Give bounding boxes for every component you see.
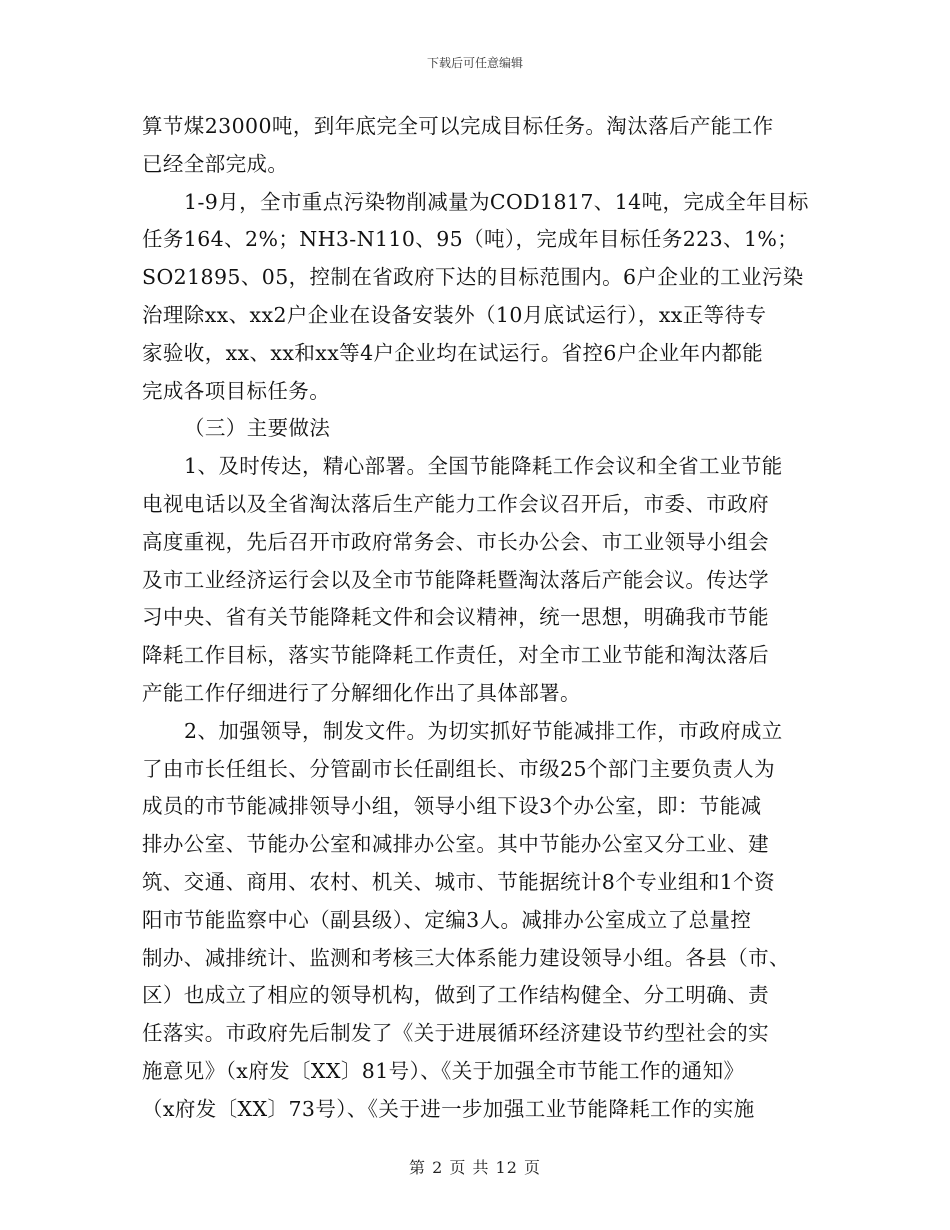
body-line: 高度重视，先后召开市政府常务会、市长办公会、市工业领导小组会: [142, 529, 769, 554]
body-line: SO21895、05，控制在省政府下达的目标范围内。6户企业的工业污染: [142, 265, 804, 290]
body-line: 及市工业经济运行会以及全市节能降耗暨淘汰落后产能会议。传达学: [142, 567, 769, 592]
body-line: 家验收，xx、xx和xx等4户企业均在试运行。省控6户企业年内都能: [142, 340, 764, 365]
section-heading: （三）主要做法: [184, 416, 331, 441]
paragraph-start: 1、及时传达，精心部署。全国节能降耗工作会议和全省工业节能: [184, 454, 783, 479]
body-line: 产能工作仔细进行了分解细化作出了具体部署。: [142, 680, 581, 705]
body-line: 已经全部完成。: [142, 151, 289, 176]
body-line: 施意见》（x府发〔XX〕81号）、《关于加强全市节能工作的通知》: [142, 1058, 745, 1083]
body-line: 阳市节能监察中心（副县级）、定编3人。减排办公室成立了总量控: [142, 907, 752, 932]
body-line: （x府发〔XX〕73号）、《关于进一步加强工业节能降耗工作的实施: [142, 1096, 755, 1121]
body-line: 任落实。市政府先后制发了《关于进展循环经济建设节约型社会的实: [142, 1021, 769, 1046]
body-line: 电视电话以及全省淘汰落后生产能力工作会议召开后，市委、市政府: [142, 491, 769, 516]
paragraph-start: 1-9月，全市重点污染物削减量为COD1817、14吨，完成全年目标: [184, 189, 809, 214]
paragraph-start: 2、加强领导，制发文件。为切实抓好节能减排工作，市政府成立: [184, 718, 783, 743]
page-footer: 第 2 页 共 12 页: [409, 1158, 541, 1177]
body-line: 成员的市节能减排领导小组，领导小组下设3个办公室，即：节能减: [142, 794, 762, 819]
body-line: 降耗工作目标，落实节能降耗工作责任，对全市工业节能和淘汰落后: [142, 643, 769, 668]
body-line: 了由市长任组长、分管副市长任副组长、市级25个部门主要负责人为: [142, 756, 775, 781]
body-line: 完成各项目标任务。: [142, 378, 331, 403]
body-line: 排办公室、节能办公室和减排办公室。其中节能办公室又分工业、建: [142, 832, 769, 857]
body-line: 习中央、省有关节能降耗文件和会议精神，统一思想，明确我市节能: [142, 605, 769, 630]
document-body: [142, 108, 814, 1129]
body-line: 算节煤23000吨，到年底完全可以完成目标任务。淘汰落后产能工作: [142, 114, 774, 138]
page-header: 下载后可任意编辑: [426, 56, 523, 70]
body-line: 筑、交通、商用、农村、机关、城市、节能据统计8个专业组和1个资: [142, 869, 775, 894]
body-line: 区）也成立了相应的领导机构，做到了工作结构健全、分工明确、责: [142, 983, 769, 1008]
body-line: 任务164、2%；NH3-N110、95（吨），完成年目标任务223、1%；: [142, 227, 799, 252]
body-line: 治理除xx、xx2户企业在设备安装外（10月底试运行），xx正等待专: [142, 302, 767, 327]
body-line: 制办、减排统计、监测和考核三大体系能力建设领导小组。各县（市、: [142, 945, 790, 970]
